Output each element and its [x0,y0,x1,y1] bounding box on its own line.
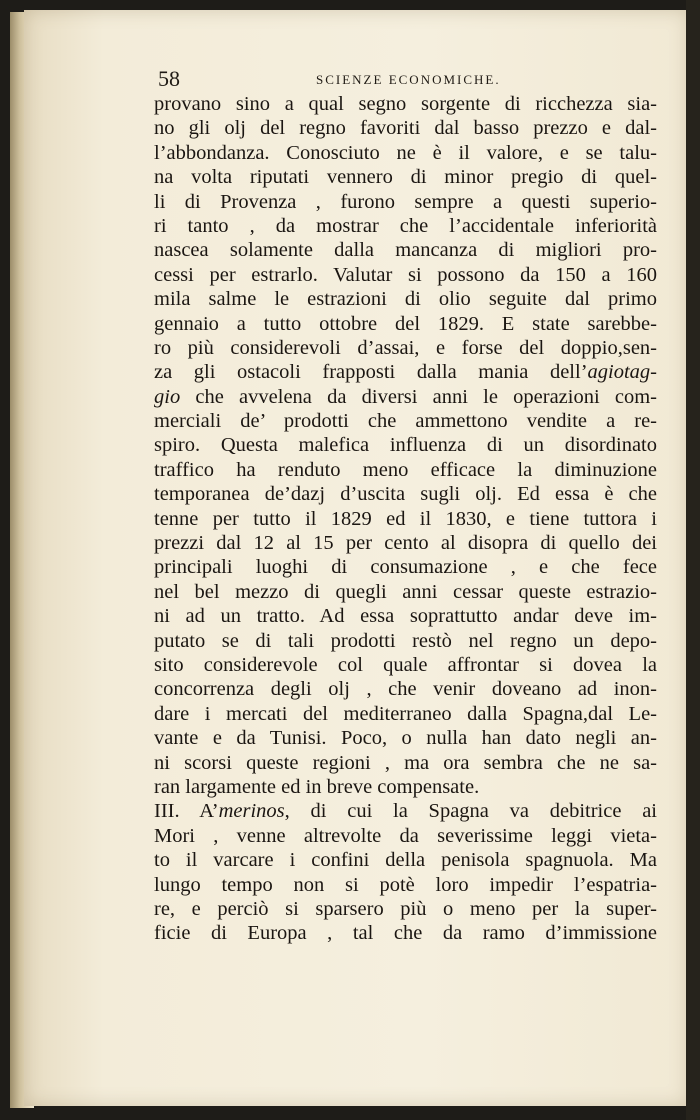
text-run: temporanea de’dazj d’uscita sugli olj. Ed essa è che [154,483,657,506]
text-line [154,702,657,726]
text-line [154,824,657,848]
text-line [154,287,657,311]
text-run: sito considerevole col quale affrontar si dovea la [154,653,657,676]
italic-text: agiotag- [587,361,657,384]
text-line [154,677,657,701]
text-line [154,653,657,677]
text-run: Mori , venne altrevolte da severissime leggi vieta- [154,824,657,847]
text-run: , di cui la Spagna va debitrice ai [284,800,657,823]
text-line [154,190,657,214]
text-run: ri tanto , da mostrar che l’accidentale inferiorità [154,214,657,237]
text-run: no gli olj del regno favoriti dal basso prezzo e dal- [154,117,657,140]
text-run: re, e perciò si sparsero più o meno per la super- [154,897,657,920]
text-run: prezzi dal 12 al 15 per cento al disopra di quello dei [154,532,657,555]
text-run: dare i mercati del mediterraneo dalla Spagna,dal Le- [154,702,657,725]
text-run: ficie di Europa , tal che da ramo d’immissione [154,922,657,945]
text-run: ni ad un tratto. Ad essa soprattutto andar deve im- [154,605,657,628]
text-run: vante e da Tunisi. Poco, o nulla han dato negli an- [154,727,657,750]
text-line [154,555,657,579]
text-line [154,507,657,531]
text-run: tenne per tutto il 1829 ed il 1830, e tiene tuttora i [154,507,657,530]
text-run: ro più considerevoli d’assai, e forse del doppio,sen- [154,336,657,359]
book-binding-edge [686,0,700,1120]
text-run: cessi per estrarlo. Valutar si possono da 150 a 160 [154,263,657,286]
text-line [154,799,657,823]
text-run: che avvelena da diversi anni le operazioni com- [180,385,657,408]
italic-text: gio [154,385,181,408]
text-run: III. A’ [154,800,219,823]
text-run: putato se di tali prodotti restò nel regno un depo- [154,629,657,652]
text-line [154,580,657,604]
text-run: ran largamente ed in breve compensate. [154,775,480,798]
text-line [154,604,657,628]
text-line [154,848,657,872]
text-line [154,433,657,457]
text-run: gennaio a tutto ottobre del 1829. E state sarebbe- [154,312,657,335]
text-run: provano sino a qual segno sorgente di ricchezza sia- [154,93,657,115]
text-run: za gli ostacoli frapposti dalla mania dell’ [154,361,588,384]
text-line [154,775,657,799]
text-line [154,214,657,238]
text-run: traffico ha renduto meno efficace la diminuzione [154,458,657,481]
text-run: ni scorsi queste regioni , ma ora sembra che ne sa- [154,751,657,774]
text-run: lungo tempo non si potè loro impedir l’espatria- [154,873,657,896]
italic-text: merinos [218,800,285,823]
body-text [154,92,657,946]
text-line [154,385,657,409]
text-line [154,409,657,433]
text-run: na volta riputati vennero di minor pregio di quel- [154,166,657,189]
text-line [154,726,657,750]
text-line [154,263,657,287]
text-run: principali luoghi di consumazione , e che fece [154,556,657,579]
text-run: li di Provenza , furono sempre a questi superio- [154,190,657,213]
text-line [154,116,657,140]
page-number: 58 [158,66,180,91]
text-line [154,482,657,506]
text-run: merciali de’ prodotti che ammettono vendite a re- [154,410,657,433]
text-line [154,629,657,653]
running-title: SCIENZE ECONOMICHE. [316,72,501,87]
text-run: nel bel mezzo di quegli anni cessar queste estrazio- [154,580,657,603]
text-run: spiro. Questa malefica influenza di un disordinato [154,434,657,457]
text-line [154,92,657,116]
text-line [154,458,657,482]
text-line [154,751,657,775]
text-line [154,312,657,336]
text-run: concorrenza degli olj , che venir doveano ad inon- [154,678,657,701]
text-line [154,238,657,262]
text-run: nascea solamente dalla mancanza di migliori pro- [154,239,657,262]
text-line [154,921,657,945]
text-run: l’abbondanza. Conosciuto ne è il valore, e se talu- [154,141,657,164]
text-line [154,165,657,189]
text-line [154,897,657,921]
text-line [154,141,657,165]
text-run: mila salme le estrazioni di olio seguite dal primo [154,288,657,311]
text-line [154,873,657,897]
text-line [154,360,657,384]
text-line [154,531,657,555]
text-line [154,336,657,360]
text-run: to il varcare i confini della penisola spagnuola. Ma [154,849,657,872]
